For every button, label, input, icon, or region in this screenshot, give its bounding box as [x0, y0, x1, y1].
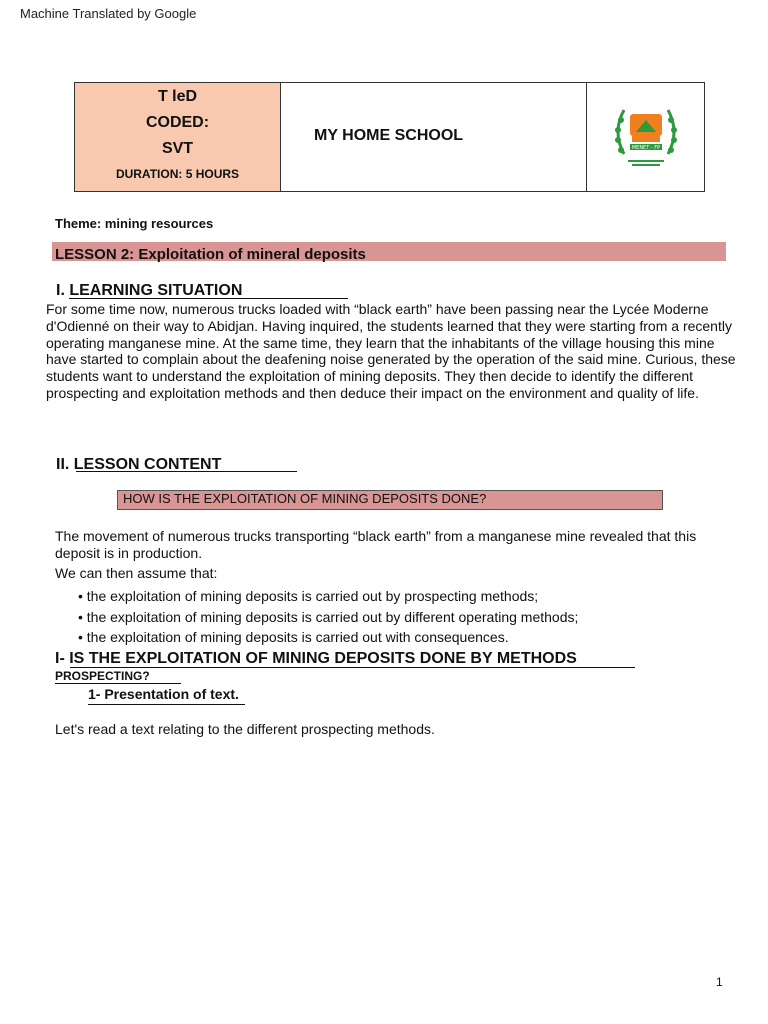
list-item: • the exploitation of mining deposits is carried out by different operating methods;: [78, 608, 579, 625]
coded-label: CODED:: [145, 114, 210, 131]
learning-situation-text: For some time now, numerous trucks loaded with “black earth” have been passing near the Lycée Moderne d'Odienné on their way to Abidjan. Having inquired, the students learned that they were starting from a recently operating manganese mine. At the same time, they learn that the inhabitants of the village housing this mine have started to complain about the deafening noise generated by the operation of the said mine. Curious, these students want to understand the exploitation of mining deposits. They then decide to identify the different prospecting and exploitation methods and then deduce their impact on the environment and quality of life.: [46, 301, 736, 401]
heading-underline: [76, 471, 297, 472]
theme-label: Theme: mining resources: [55, 216, 214, 231]
key-question-box: HOW IS THE EXPLOITATION OF MINING DEPOSITS DONE?: [117, 490, 663, 510]
duration-label: DURATION: 5 HOURS: [115, 167, 240, 181]
lesson-title: LESSON 2: Exploitation of mineral deposits: [55, 246, 366, 263]
heading-underline: [70, 667, 635, 668]
hypothesis-list: [78, 586, 578, 648]
machine-translation-banner: Machine Translated by Google: [20, 6, 197, 21]
list-item: • the exploitation of mining deposits is carried out with consequences.: [78, 629, 509, 645]
school-name-cell: [281, 83, 587, 191]
logo-cell: [587, 83, 704, 191]
lesson-content-heading: II. LESSON CONTENT: [56, 456, 222, 473]
part1-heading: I- IS THE EXPLOITATION OF MINING DEPOSITS DONE BY METHODS: [55, 650, 577, 667]
level-label: T leD: [157, 88, 198, 105]
subject-label: SVT: [161, 140, 194, 157]
learning-situation-heading: I. LEARNING SITUATION: [56, 282, 243, 299]
list-item: • the exploitation of mining deposits is carried out by prospecting methods;: [78, 588, 539, 604]
school-crest-logo-icon: [606, 102, 686, 172]
heading-underline: [69, 298, 348, 299]
heading-underline: [55, 683, 181, 684]
page-number: 1: [716, 975, 723, 989]
presentation-text: Let's read a text relating to the different prospecting methods.: [55, 721, 435, 737]
part1-heading-continuation: PROSPECTING?: [55, 669, 150, 683]
school-name: MY HOME SCHOOL: [314, 127, 464, 144]
logo-text: MENET - FP: [631, 145, 660, 151]
heading-underline: [88, 704, 245, 705]
header-table: [74, 82, 705, 192]
lesson-intro-text: The movement of numerous trucks transporting “black earth” from a manganese mine revealed that this deposit is in production.: [55, 528, 697, 561]
assumption-lead: We can then assume that:: [55, 565, 218, 581]
presentation-subheading: 1- Presentation of text.: [88, 686, 239, 702]
course-info-cell: [75, 83, 281, 191]
